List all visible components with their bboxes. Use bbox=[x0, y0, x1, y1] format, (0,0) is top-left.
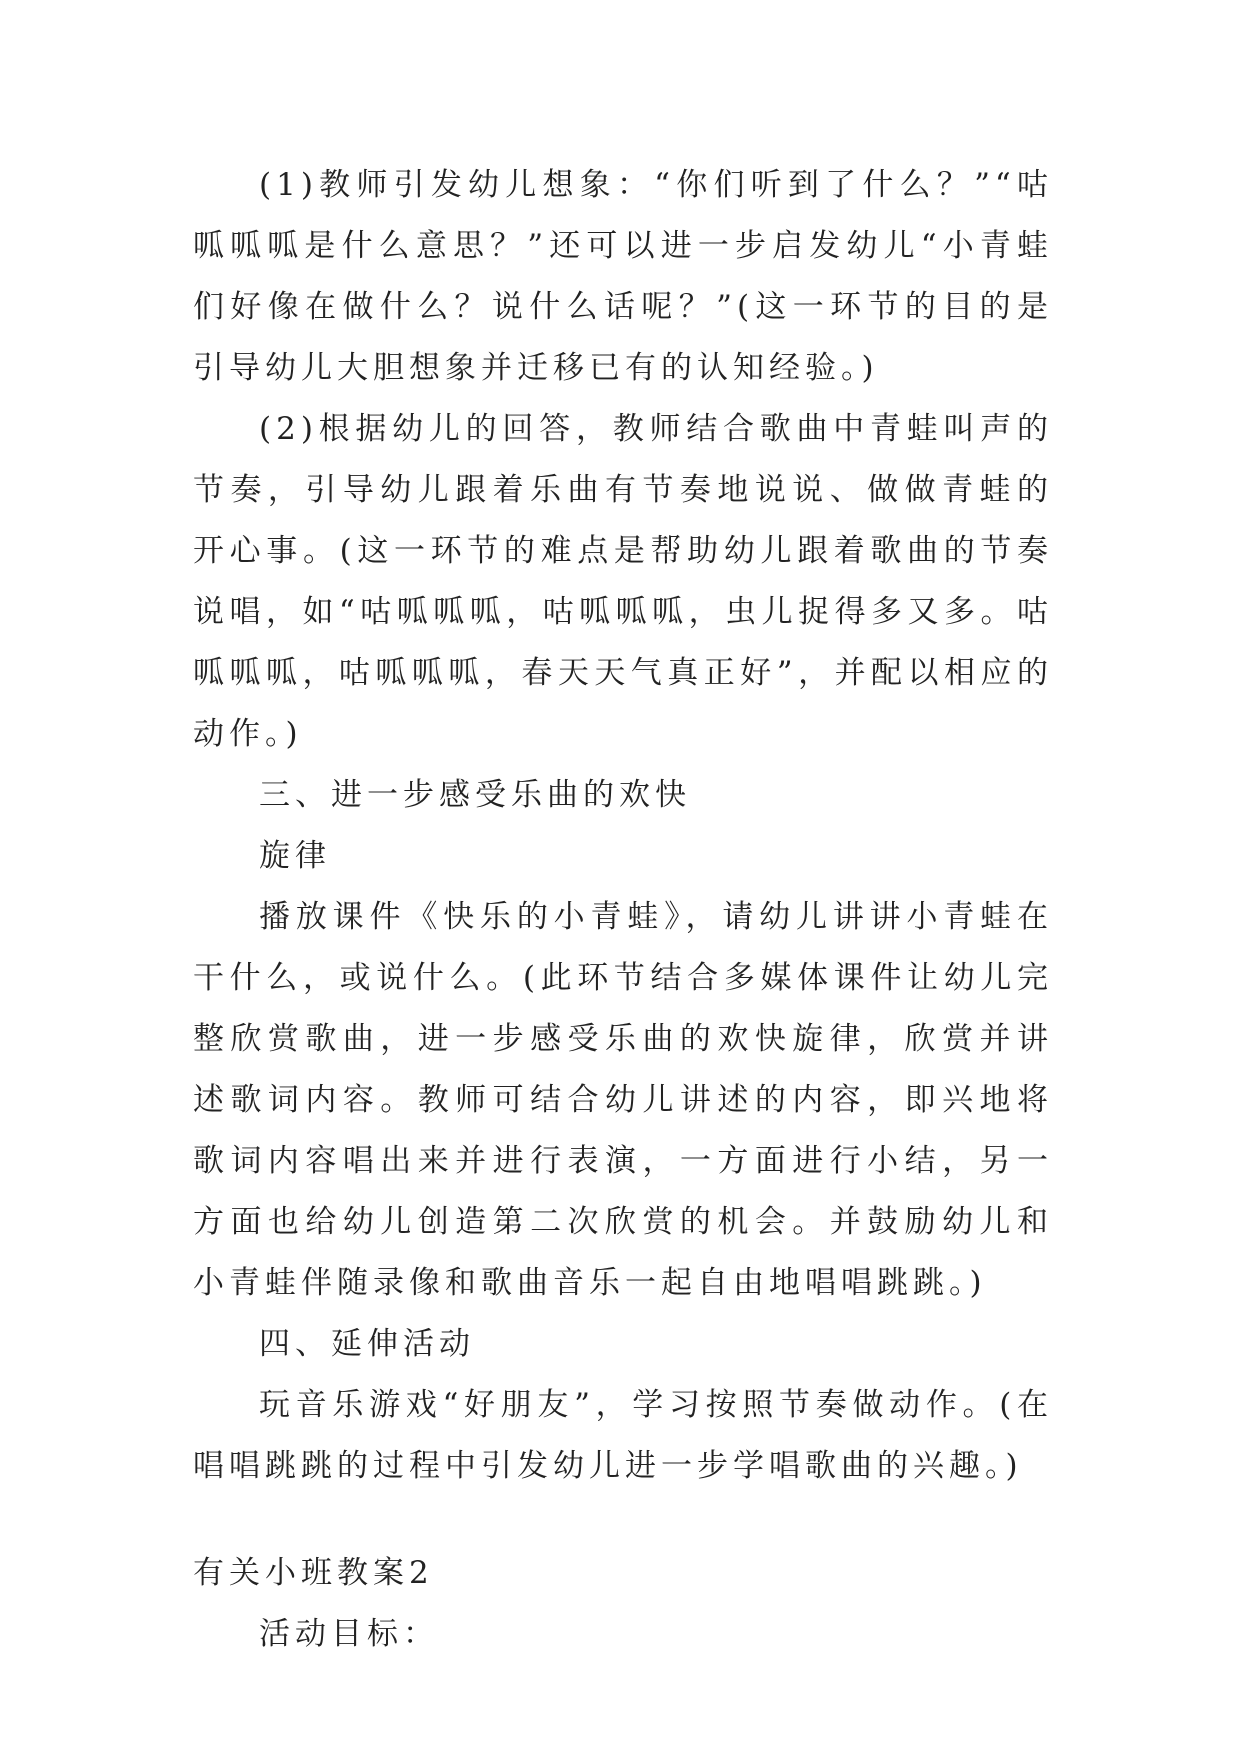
section-title: 有关小班教案2 bbox=[193, 1555, 434, 1591]
heading-step-four: 四、延伸活动 bbox=[259, 1326, 475, 1362]
paragraph-rhythm: (2)根据幼儿的回答，教师结合歌曲中青蛙叫声的节奏，引导幼儿跟着乐曲有节奏地说说、做做青蛙的开心事。(这一环节的难点是帮助幼儿跟着歌曲的节奏说唱，如“咕呱呱呱，咕呱呱呱，虫儿捉得多又多。咕呱呱呱，咕呱呱呱，春天天气真正好”，并配以相应的动作。) bbox=[193, 411, 1053, 752]
paragraph-imagination: (1)教师引发幼儿想象：“你们听到了什么？”“咕呱呱呱是什么意思？”还可以进一步启发幼儿“小青蛙们好像在做什么？说什么话呢？”(这一环节的目的是引导幼儿大胆想象并迁移已有的认知经验。) bbox=[193, 167, 1053, 386]
heading-step-three: 三、进一步感受乐曲的欢快 bbox=[259, 777, 691, 813]
paragraph-game: 玩音乐游戏“好朋友”，学习按照节奏做动作。(在唱唱跳跳的过程中引发幼儿进一步学唱歌曲的兴趣。) bbox=[193, 1387, 1053, 1484]
heading-step-three-cont: 旋律 bbox=[259, 838, 331, 874]
section-subheading: 活动目标： bbox=[259, 1616, 439, 1652]
section-gap bbox=[193, 1497, 1053, 1543]
paragraph-courseware: 播放课件《快乐的小青蛙》，请幼儿讲讲小青蛙在干什么，或说什么。(此环节结合多媒体课件让幼儿完整欣赏歌曲，进一步感受乐曲的欢快旋律，欣赏并讲述歌词内容。教师可结合幼儿讲述的内容，即兴地将歌词内容唱出来并进行表演，一方面进行小结，另一方面也给幼儿创造第二次欣赏的机会。并鼓励幼儿和小青蛙伴随录像和歌曲音乐一起自由地唱唱跳跳。) bbox=[193, 899, 1053, 1301]
document-body bbox=[193, 155, 1053, 1665]
